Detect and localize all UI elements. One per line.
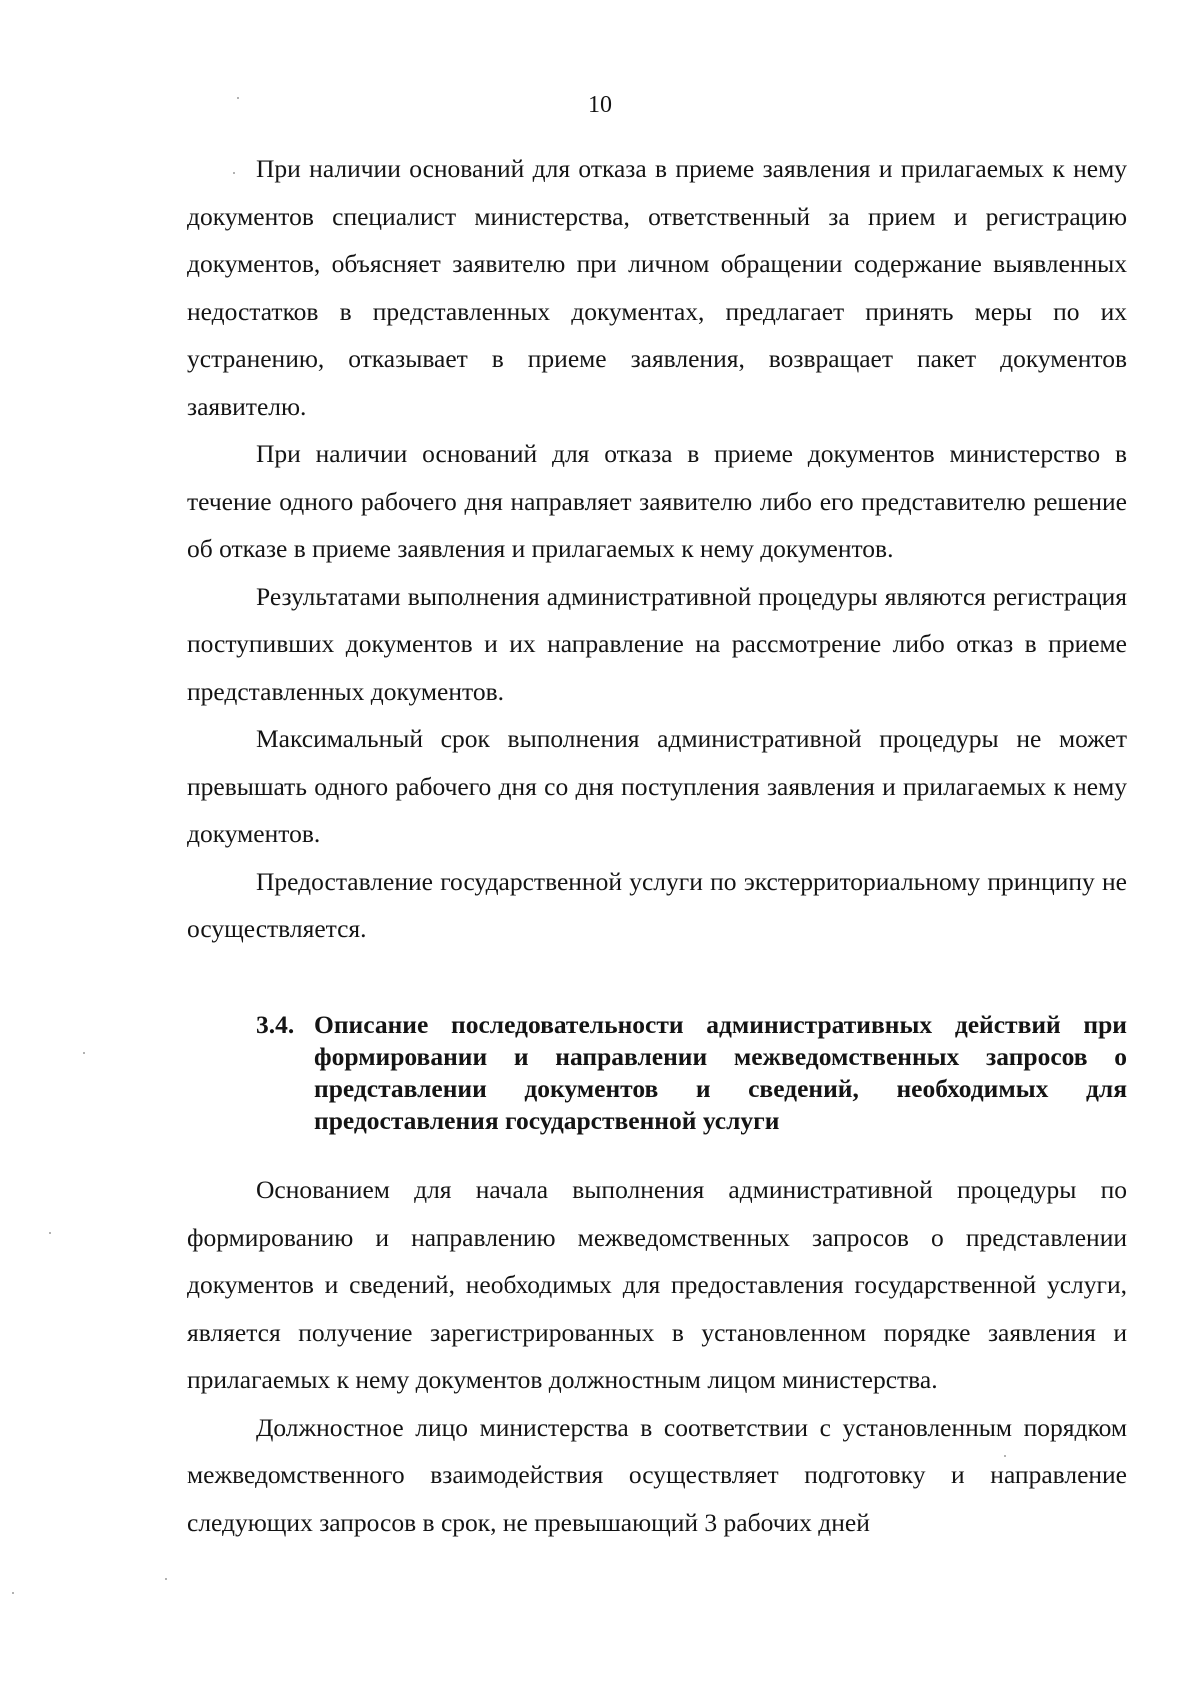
paragraphs-bottom <box>187 1166 1127 1546</box>
scan-speck <box>49 1232 51 1234</box>
scan-speck <box>12 1592 14 1594</box>
paragraph-extraterritorial: Предоставление государственной услуги по экстерриториальному принципу не осуществляется. <box>187 866 1127 943</box>
scan-speck <box>233 172 235 174</box>
scan-speck <box>237 97 239 99</box>
paragraph-results: Результатами выполнения административной процедуры являются регистрация поступивших документов и их направление на рассмотрение либо отказ в приеме представленных документов. <box>187 581 1127 706</box>
scan-speck <box>83 1052 85 1054</box>
section-heading <box>256 1009 1127 1137</box>
paragraph-max-term: Максимальный срок выполнения административной процедуры не может превышать одного рабочего дня со дня поступления заявления и прилагаемых к нему документов. <box>187 724 1127 848</box>
paragraphs-top <box>187 145 1127 953</box>
scan-speck <box>1004 1455 1006 1457</box>
paragraph-basis: Основанием для начала выполнения административной процедуры по формированию и направлению межведомственных запросов о представлении документов и сведений, необходимых для предоставления государственной услуги, является получение зарегистрированных в установленном порядке заявления и прилагаемых к нему документов должностным лицом министерства. <box>187 1175 1127 1394</box>
section-number: 3.4. <box>256 1010 295 1039</box>
paragraph-refusal-decision: При наличии оснований для отказа в приеме документов министерство в течение одного рабочего дня направляет заявителю либо его представителю решение об отказе в приеме заявления и прилагаемых к нему документов. <box>187 439 1127 563</box>
paragraph-official-requests: Должностное лицо министерства в соответствии с установленным порядком межведомственного взаимодействия осуществляет подготовку и направление следующих запросов в срок, не превышающий 3 рабочих дней <box>187 1412 1127 1537</box>
paragraph-refusal-procedure: При наличии оснований для отказа в приеме заявления и прилагаемых к нему документов специалист министерства, ответственный за прием и регистрацию документов, объясняет заявителю при личном обращении содержание выявленных недостатков в представленных документах, предлагает принять меры по их устранению, отказывает в приеме заявления, возвращает пакет документов заявителю. <box>187 154 1127 421</box>
section-title: Описание последовательности административных действий при формировании и направлении межведомственных запросов о представлении документов и сведений, необходимых для предоставления государственной услуги <box>314 1010 1127 1135</box>
scan-speck <box>165 1578 167 1580</box>
page-number: 10 <box>588 92 612 118</box>
